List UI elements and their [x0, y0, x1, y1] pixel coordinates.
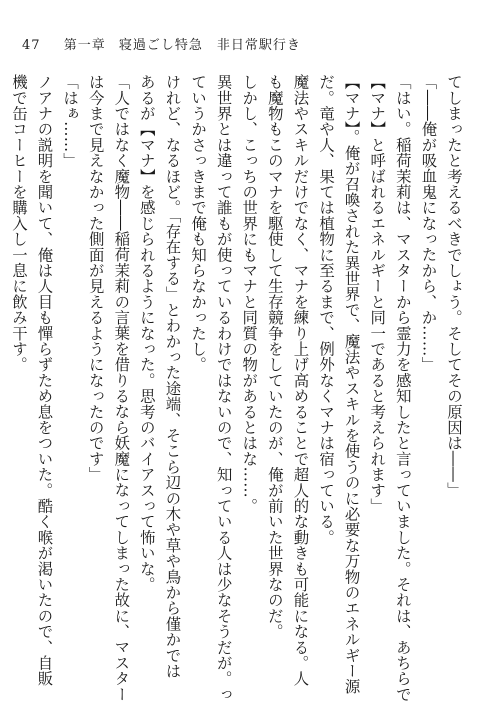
chapter-title: 寝過ごし特急 非日常駅行き	[118, 38, 301, 53]
text-line: 「はぁ……」	[61, 74, 80, 169]
text-line: 魔法やスキルだけでなく、マナを練り上げ高めることで超人的な動きも可能になる。人	[291, 74, 310, 687]
text-line: けれど、なるほど。「存在する」とわかった途端、そこら辺の木や草や鳥から僅かでは	[163, 74, 182, 679]
text-line: てしまったと考えるべきでしょう。そしてその原因は――」	[445, 74, 463, 498]
text-line: 「人ではなく魔物――稲荷茉莉の言葉を借りるなら妖魔になってしまった故に、マスター	[112, 74, 131, 702]
text-line: 「はい。稲荷茉莉は、マスターから霊力を感知したと言っていました。それは、あちらで	[393, 74, 412, 702]
text-line: ノアナの説明を聞いて、俺は人目も憚らずため息をついた。酷く喉が渇いたので、自販	[35, 74, 54, 687]
text-line: 異世界とは違って誰もが使っているわけではないので、知っている人は少なそうだが。っ	[214, 74, 233, 702]
text-line: 【マナ】。俺が召喚された異世界で、魔法やスキルを使うのに必要な万物のエネルギー源	[342, 74, 361, 695]
text-line: 機で缶コーヒーを購入し一息に飲み干す。	[9, 74, 28, 373]
text-line: も魔物もこのマナを駆使して生存競争をしていたのが、俺が前いた世界なのだ。	[265, 74, 284, 640]
text-line: しかし、こっちの世界にもマナと同質の物があるとはな……。	[240, 74, 259, 514]
chapter-label: 第一章	[63, 38, 106, 53]
text-line: 「――俺が吸血鬼になったから、か……」	[419, 74, 438, 373]
text-line: あるが【マナ】を感じられるようになった。思考のバイアスって怖いな。	[137, 74, 156, 593]
text-line: は今まで見えなかった側面が見えるようになったのです」	[86, 74, 105, 483]
vertical-text-body	[9, 74, 466, 702]
text-line: だ。竜や人、果ては植物に至るまで、例外なくマナは宿っている。	[317, 74, 336, 545]
text-line: 【マナ】と呼ばれるエネルギーと同一であると考えられます」	[368, 74, 387, 514]
text-line: ていうかさっきまで俺も知らなかったし。	[189, 74, 208, 373]
running-header	[22, 34, 301, 53]
page-number: 47	[22, 38, 41, 53]
